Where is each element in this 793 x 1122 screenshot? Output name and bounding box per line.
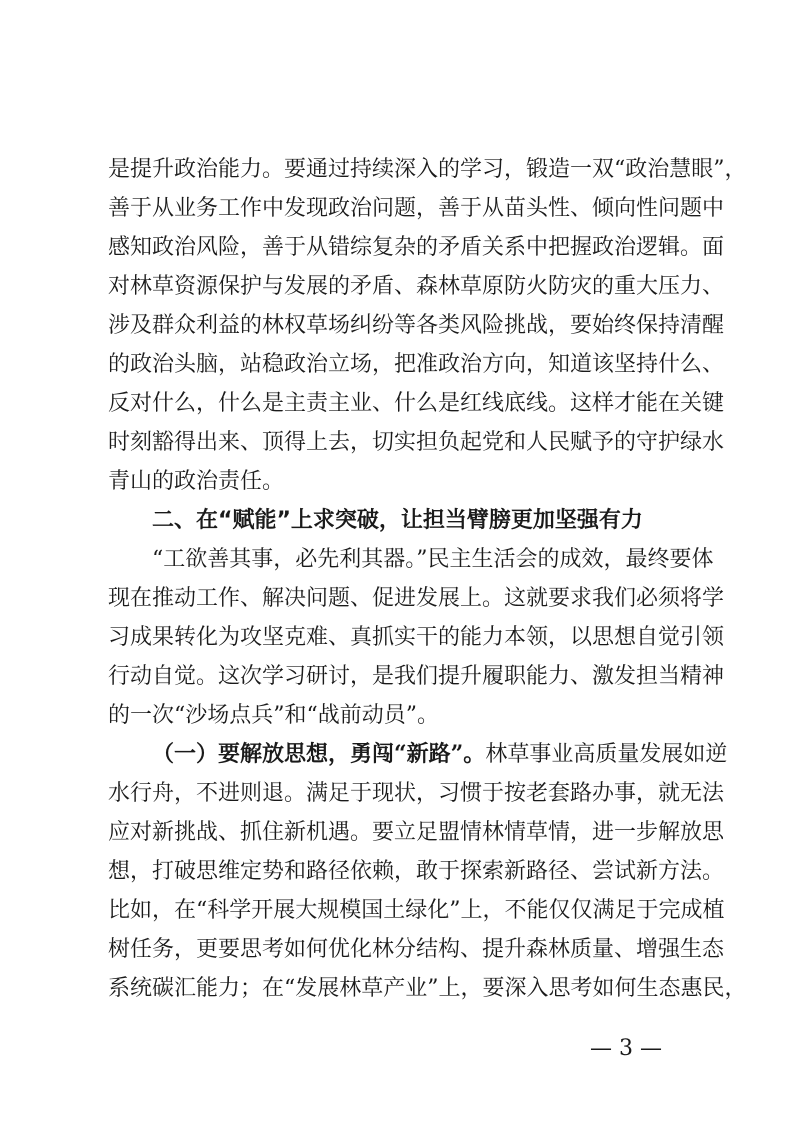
body-line: 的一次“沙场点兵”和“战前动员”。 bbox=[108, 703, 439, 728]
page-number: — 3 — bbox=[590, 1036, 662, 1061]
body-line: 时刻豁得出来、顶得上去，切实担负起党和人民赋予的守护绿水 bbox=[108, 430, 725, 455]
body-line: 应对新挑战、抓住新机遇。要立足盟情林情草情，进一步解放思 bbox=[108, 820, 725, 845]
body-line: 青山的政治责任。 bbox=[108, 469, 285, 494]
body-line: 比如，在“科学开展大规模国土绿化”上，不能仅仅满足于完成植 bbox=[108, 898, 725, 923]
body-line: 是提升政治能力。要通过持续深入的学习，锻造一双“政治慧眼”， bbox=[108, 157, 747, 182]
subsection-bold-lead: （一）要解放思想，勇闯“新路”。 bbox=[152, 741, 486, 767]
section-heading: 二、在“赋能”上求突破，让担当臂膀更加坚强有力 bbox=[152, 508, 643, 533]
body-line: 感知政治风险，善于从错综复杂的矛盾关系中把握政治逻辑。面 bbox=[108, 235, 725, 260]
body-line: 系统碳汇能力；在“发展林草产业”上，要深入思考如何生态惠民， bbox=[108, 976, 747, 1001]
body-line: 对林草资源保护与发展的矛盾、森林草原防火防灾的重大压力、 bbox=[108, 274, 725, 299]
body-line: 习成果转化为攻坚克难、真抓实干的能力本领，以思想自觉引领 bbox=[108, 625, 725, 650]
subsection-first-line bbox=[108, 735, 728, 774]
body-line: 想，打破思维定势和路径依赖，敢于探索新路径、尝试新方法。 bbox=[108, 859, 725, 884]
body-line: 反对什么，什么是主责主业、什么是红线底线。这样才能在关键 bbox=[108, 391, 725, 416]
body-line: 善于从业务工作中发现政治问题，善于从苗头性、倾向性问题中 bbox=[108, 196, 725, 221]
body-line: 涉及群众利益的林权草场纠纷等各类风险挑战，要始终保持清醒 bbox=[108, 313, 725, 338]
body-line: 行动自觉。这次学习研讨，是我们提升履职能力、激发担当精神 bbox=[108, 664, 725, 689]
document-body bbox=[108, 150, 747, 1008]
body-line: 现在推动工作、解决问题、促进发展上。这就要求我们必须将学 bbox=[108, 586, 725, 611]
body-line: 的政治头脑，站稳政治立场，把准政治方向，知道该坚持什么、 bbox=[108, 352, 725, 377]
subsection-first-line-text: 林草事业高质量发展如逆 bbox=[485, 742, 728, 767]
body-line: 树任务，更要思考如何优化林分结构、提升森林质量、增强生态 bbox=[108, 937, 725, 962]
body-line: “工欲善其事，必先利其器。”民主生活会的成效，最终要体 bbox=[152, 547, 714, 572]
body-line: 水行舟，不进则退。满足于现状，习惯于按老套路办事，就无法 bbox=[108, 781, 725, 806]
